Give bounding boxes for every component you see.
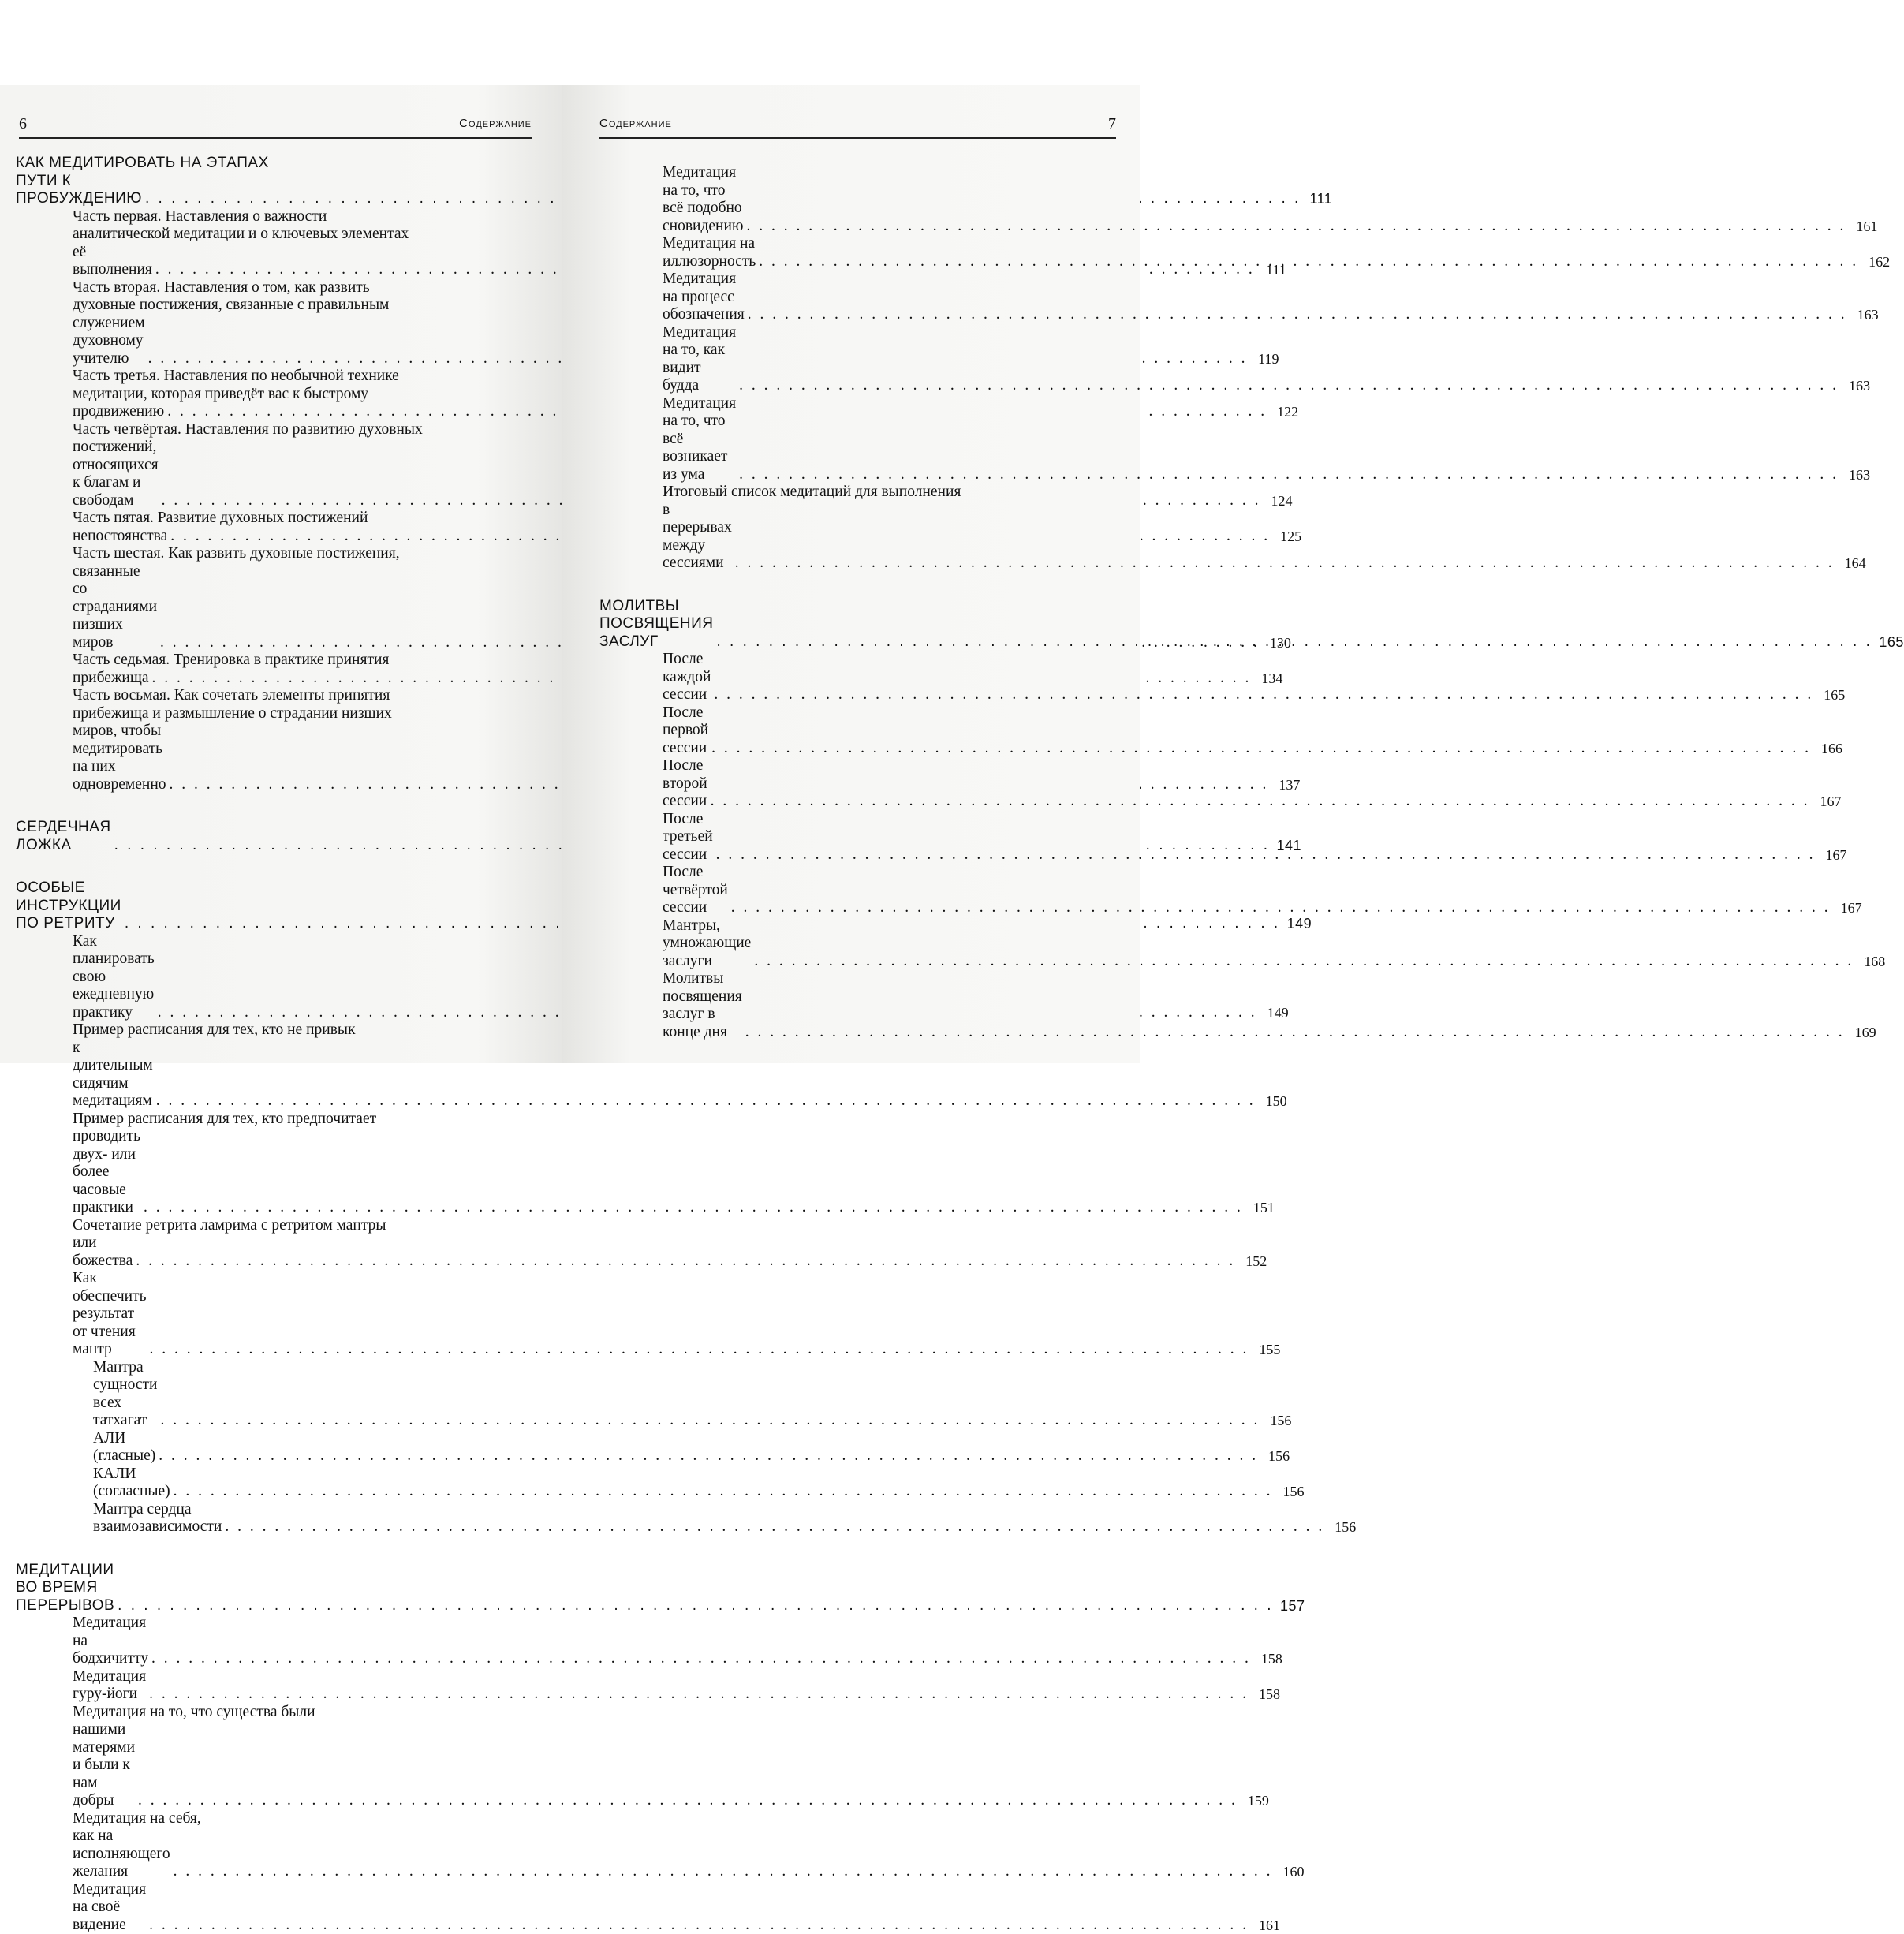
entry-text: После каждой сессии — [663, 651, 711, 704]
section-heading — [16, 155, 521, 208]
entry-text: непостоянства — [73, 528, 167, 546]
toc-item — [16, 1217, 521, 1271]
entry-line-last — [73, 244, 521, 279]
entry-text: Медитация на то, что существа были — [73, 1704, 315, 1720]
entry-line — [73, 297, 521, 315]
dot-leader — [717, 633, 1872, 652]
right-toc — [599, 164, 1116, 1041]
section-heading — [16, 1562, 521, 1615]
page-ref: 161 — [1252, 1917, 1280, 1934]
toc-item — [16, 368, 521, 421]
page-ref: 149 — [1260, 1004, 1289, 1022]
entry-text: прибежища — [73, 670, 149, 688]
entry-text: КАК МЕДИТИРОВАТЬ НА ЭТАПАХ — [16, 155, 269, 171]
dot-leader — [754, 953, 1854, 971]
toc-item — [16, 208, 521, 279]
entry-text: Часть пятая. Развитие духовных постижений — [73, 510, 368, 526]
dot-leader — [174, 1863, 1273, 1881]
page-ref: 130 — [1263, 634, 1291, 652]
page-ref: 159 — [1241, 1792, 1269, 1810]
dot-leader — [745, 1024, 1845, 1042]
book-spread — [0, 85, 1140, 1063]
toc-item — [599, 917, 1116, 971]
entry-text: Медитация на то, что всё возникает из ума — [663, 395, 736, 484]
dot-leader — [136, 1253, 1235, 1271]
toc-item — [599, 811, 1116, 864]
page-ref: 111 — [1304, 190, 1332, 208]
page-ref: 164 — [1838, 554, 1866, 573]
entry-line-last — [73, 670, 521, 688]
entry-text: или божества — [73, 1234, 133, 1270]
entry-text: Медитация на своё видение — [73, 1881, 146, 1934]
entry-text: Медитация на бодхичитту — [73, 1615, 148, 1668]
entry-line — [73, 545, 521, 563]
entry-text: продвижению — [73, 403, 164, 421]
page-ref: 156 — [1263, 1412, 1291, 1430]
entry-line-last — [663, 164, 1116, 235]
dot-leader — [149, 1686, 1249, 1704]
toc-item — [16, 545, 521, 652]
page-ref: 156 — [1327, 1518, 1356, 1536]
entry-line — [663, 484, 1116, 502]
dot-leader — [149, 1341, 1249, 1359]
page-ref: 167 — [1819, 846, 1847, 864]
entry-line-last — [663, 757, 1116, 811]
entry-line — [16, 155, 521, 173]
section-gap — [16, 854, 521, 872]
entry-line-last — [663, 271, 1116, 324]
entry-text: аналитической медитации и о ключевых элементах — [73, 226, 409, 242]
entry-text: МОЛИТВЫ ПОСВЯЩЕНИЯ ЗАСЛУГ — [599, 598, 714, 652]
entry-line — [73, 705, 521, 723]
entry-text: Медитация на иллюзорность — [663, 235, 756, 271]
entry-text: постижений, относящихся к благам и свободам — [73, 439, 159, 510]
entry-text: миров, чтобы медитировать на них одновременно — [73, 722, 166, 793]
entry-text: как на исполняющего желания — [73, 1828, 170, 1881]
toc-item — [599, 164, 1116, 235]
entry-line-last — [73, 1615, 521, 1668]
entry-text: Часть вторая. Наставления о том, как развить — [73, 279, 370, 296]
page-ref: 156 — [1261, 1447, 1290, 1465]
section-gap — [16, 1536, 521, 1554]
entry-line-last — [16, 879, 521, 933]
entry-line-last — [73, 1128, 521, 1217]
dot-leader — [735, 554, 1835, 573]
entry-text: МЕДИТАЦИИ ВО ВРЕМЯ ПЕРЕРЫВОВ — [16, 1562, 114, 1615]
dot-leader — [160, 1412, 1260, 1430]
entry-text: Мантра сущности всех татхагат — [93, 1359, 157, 1430]
dot-leader — [225, 1518, 1324, 1536]
entry-line — [73, 687, 521, 705]
entry-text: Молитвы посвящения заслуг в конце дня — [663, 970, 742, 1041]
page-ref: 158 — [1254, 1650, 1282, 1668]
entry-line-last — [73, 439, 521, 510]
page-ref: 151 — [1246, 1199, 1275, 1217]
dot-leader — [711, 793, 1810, 811]
toc-subitem — [16, 1501, 521, 1536]
page-ref: 141 — [1273, 837, 1301, 855]
left-page — [0, 85, 562, 1063]
entry-text: После третьей сессии — [663, 811, 713, 864]
dot-leader — [149, 1917, 1249, 1934]
dot-leader — [159, 1447, 1258, 1465]
page-ref: 160 — [1276, 1863, 1305, 1881]
entry-line-last — [93, 1465, 521, 1501]
toc-item — [599, 324, 1116, 395]
entry-text: Часть шестая. Как развить духовные постижения, — [73, 545, 400, 562]
right-page — [562, 85, 1140, 1063]
dot-leader — [174, 1483, 1273, 1501]
entry-line — [73, 386, 521, 404]
entry-text: Сочетание ретрита ламрима с ретритом мантры — [73, 1217, 386, 1234]
entry-text: Как планировать свою ежедневную практику — [73, 933, 155, 1022]
section-heading — [16, 819, 521, 854]
entry-line-last — [16, 173, 521, 208]
entry-text: После четвёртой сессии — [663, 864, 728, 917]
toc-item — [16, 652, 521, 687]
entry-text: Медитация гуру-йоги — [73, 1668, 146, 1704]
entry-line-last — [663, 235, 1116, 271]
entry-text: СЕРДЕЧНАЯ ЛОЖКА — [16, 819, 111, 854]
toc-subitem — [16, 1359, 521, 1430]
entry-text: Часть третья. Наставления по необычной технике — [73, 368, 399, 384]
entry-line-last — [663, 324, 1116, 395]
section-gap — [16, 793, 521, 811]
page-ref: 137 — [1271, 776, 1300, 794]
entry-line — [73, 1111, 521, 1129]
dot-leader — [739, 377, 1839, 395]
page-ref: 134 — [1254, 670, 1282, 688]
entry-line — [73, 510, 521, 528]
entry-text: в перерывах между сессиями — [663, 502, 732, 573]
entry-text: служением духовному учителю — [73, 315, 145, 368]
entry-text: связанные со страданиями низших миров — [73, 563, 157, 652]
toc-item — [599, 864, 1116, 917]
entry-text: нашими матерями и были к нам добры — [73, 1721, 135, 1810]
toc-item — [16, 421, 521, 510]
toc-item — [599, 395, 1116, 484]
page-ref: 168 — [1857, 953, 1885, 971]
toc-item — [16, 1881, 521, 1934]
entry-text: АЛИ (гласные) — [93, 1430, 155, 1465]
left-running-head: Содержание — [459, 117, 532, 130]
entry-text: Как обеспечить результат от чтения мантр — [73, 1270, 146, 1359]
toc-item — [16, 279, 521, 368]
entry-line-last — [93, 1359, 521, 1430]
entry-text: Медитация на то, что всё подобно сновидению — [663, 164, 744, 235]
entry-line-last — [663, 811, 1116, 864]
page-ref: 163 — [1850, 306, 1879, 324]
page-ref: 167 — [1813, 793, 1842, 811]
entry-line — [73, 1217, 521, 1235]
entry-line-last — [73, 563, 521, 652]
dot-leader — [747, 218, 1846, 236]
page-ref: 149 — [1283, 915, 1312, 933]
page-ref: 162 — [1861, 253, 1890, 271]
entry-line-last — [73, 722, 521, 793]
left-toc — [16, 147, 521, 1934]
page-ref: 166 — [1814, 740, 1842, 758]
entry-line — [73, 208, 521, 226]
page-ref: 165 — [1876, 633, 1904, 652]
entry-text: Часть седьмая. Тренировка в практике принятия — [73, 652, 389, 668]
entry-line-last — [93, 1501, 521, 1536]
right-running-head: Содержание — [599, 117, 672, 130]
page-ref: 156 — [1276, 1483, 1305, 1501]
entry-text: прибежища и размышление о страдании низших — [73, 705, 392, 722]
entry-line-last — [663, 864, 1116, 917]
dot-leader — [731, 899, 1831, 917]
toc-subitem — [16, 1430, 521, 1465]
toc-subitem — [16, 1465, 521, 1501]
toc-item — [16, 1270, 521, 1359]
toc-item — [16, 1668, 521, 1704]
toc-item — [599, 271, 1116, 324]
entry-text: После первой сессии — [663, 704, 708, 758]
page-ref: 167 — [1834, 899, 1862, 917]
entry-text: Пример расписания для тех, кто предпочитает — [73, 1111, 376, 1127]
entry-text: Часть первая. Наставления о важности — [73, 208, 327, 225]
page-ref: 163 — [1842, 466, 1870, 484]
entry-text: Итоговый список медитаций для выполнения — [663, 484, 961, 500]
section-heading — [16, 879, 521, 933]
toc-item — [599, 235, 1116, 271]
entry-text: КАЛИ (согласные) — [93, 1465, 170, 1501]
entry-line-last — [599, 598, 1116, 652]
page-ref: 163 — [1842, 377, 1870, 395]
entry-line-last — [73, 1668, 521, 1704]
toc-item — [599, 484, 1116, 573]
toc-item — [16, 1111, 521, 1217]
entry-text: её выполнения — [73, 244, 152, 279]
section-heading — [599, 598, 1116, 652]
entry-line-last — [73, 1828, 521, 1881]
toc-item — [599, 757, 1116, 811]
page-ref: 155 — [1252, 1341, 1280, 1359]
entry-text: После второй сессии — [663, 757, 707, 811]
dot-leader — [714, 686, 1813, 704]
entry-line-last — [73, 315, 521, 368]
dot-leader — [138, 1792, 1238, 1810]
entry-line-last — [663, 917, 1116, 971]
entry-line-last — [73, 1881, 521, 1934]
toc-item — [16, 510, 521, 545]
right-page-header — [599, 115, 1116, 139]
page-ref: 157 — [1277, 1597, 1305, 1615]
entry-line-last — [663, 970, 1116, 1041]
dot-leader — [151, 1650, 1251, 1668]
page-ref: 152 — [1238, 1253, 1267, 1271]
toc-item — [599, 970, 1116, 1041]
dot-leader — [156, 1092, 1256, 1111]
left-page-header — [19, 115, 532, 139]
page-ref: 169 — [1848, 1024, 1876, 1042]
left-page-number: 6 — [19, 115, 27, 133]
entry-text: духовные постижения, связанные с правильным — [73, 297, 389, 313]
entry-text: Мантры, умножающие заслуги — [663, 917, 751, 971]
dot-leader — [118, 1597, 1273, 1615]
entry-line — [73, 368, 521, 386]
entry-line — [73, 1810, 521, 1828]
dot-leader — [759, 253, 1858, 271]
entry-line-last — [73, 1040, 521, 1111]
page-ref: 161 — [1849, 218, 1877, 236]
entry-text: Медитация на процесс обозначения — [663, 271, 745, 324]
toc-item — [16, 1810, 521, 1881]
dot-leader — [748, 306, 1847, 324]
entry-text: Мантра сердца взаимозависимости — [93, 1501, 222, 1536]
entry-text: ПУТИ К ПРОБУЖДЕНИЮ — [16, 173, 142, 208]
entry-line-last — [16, 1562, 521, 1615]
page-ref: 150 — [1259, 1092, 1287, 1111]
entry-line — [73, 279, 521, 297]
entry-line-last — [73, 1234, 521, 1270]
page-ref: 158 — [1252, 1686, 1280, 1704]
dot-leader — [144, 1199, 1243, 1217]
entry-line — [73, 421, 521, 439]
entry-line-last — [73, 528, 521, 546]
page-ref: 111 — [1258, 261, 1286, 279]
entry-line-last — [93, 1430, 521, 1465]
entry-text: Медитация на то, как видит будда — [663, 324, 736, 395]
entry-text: Часть восьмая. Как сочетать элементы принятия — [73, 687, 390, 704]
toc-item — [599, 704, 1116, 758]
page-ref: 119 — [1251, 350, 1279, 368]
entry-text: Медитация на себя, — [73, 1810, 201, 1827]
entry-line-last — [663, 395, 1116, 484]
entry-line-last — [73, 933, 521, 1022]
entry-line-last — [663, 651, 1116, 704]
entry-line-last — [663, 502, 1116, 573]
page-ref: 125 — [1273, 528, 1301, 546]
section-gap — [599, 573, 1116, 590]
entry-line-last — [73, 1721, 521, 1810]
toc-item — [16, 687, 521, 793]
dot-leader — [711, 740, 1811, 758]
entry-line-last — [663, 704, 1116, 758]
entry-line — [73, 652, 521, 670]
dot-leader — [739, 466, 1839, 484]
page-ref: 122 — [1270, 403, 1298, 421]
page-ref: 124 — [1264, 492, 1292, 510]
right-page-number: 7 — [1108, 115, 1116, 133]
entry-line-last — [73, 1270, 521, 1359]
toc-item — [599, 651, 1116, 704]
entry-line — [73, 226, 521, 244]
entry-text: ОСОБЫЕ ИНСТРУКЦИИ ПО РЕТРИТУ — [16, 879, 121, 933]
dot-leader — [716, 846, 1816, 864]
toc-item — [16, 1021, 521, 1111]
entry-text: проводить двух- или более часовые практики — [73, 1128, 140, 1217]
entry-text: Пример расписания для тех, кто не привык — [73, 1021, 355, 1038]
entry-text: к длительным сидячим медитациям — [73, 1040, 153, 1111]
toc-item — [16, 933, 521, 1022]
entry-line — [73, 1021, 521, 1040]
entry-text: медитации, которая приведёт вас к быстрому — [73, 386, 368, 402]
entry-line — [73, 1704, 521, 1722]
toc-item — [16, 1615, 521, 1668]
toc-item — [16, 1704, 521, 1810]
entry-text: Часть четвёртая. Наставления по развитию духовных — [73, 421, 423, 438]
entry-line-last — [16, 819, 521, 854]
entry-line-last — [73, 403, 521, 421]
page-ref: 165 — [1816, 686, 1845, 704]
